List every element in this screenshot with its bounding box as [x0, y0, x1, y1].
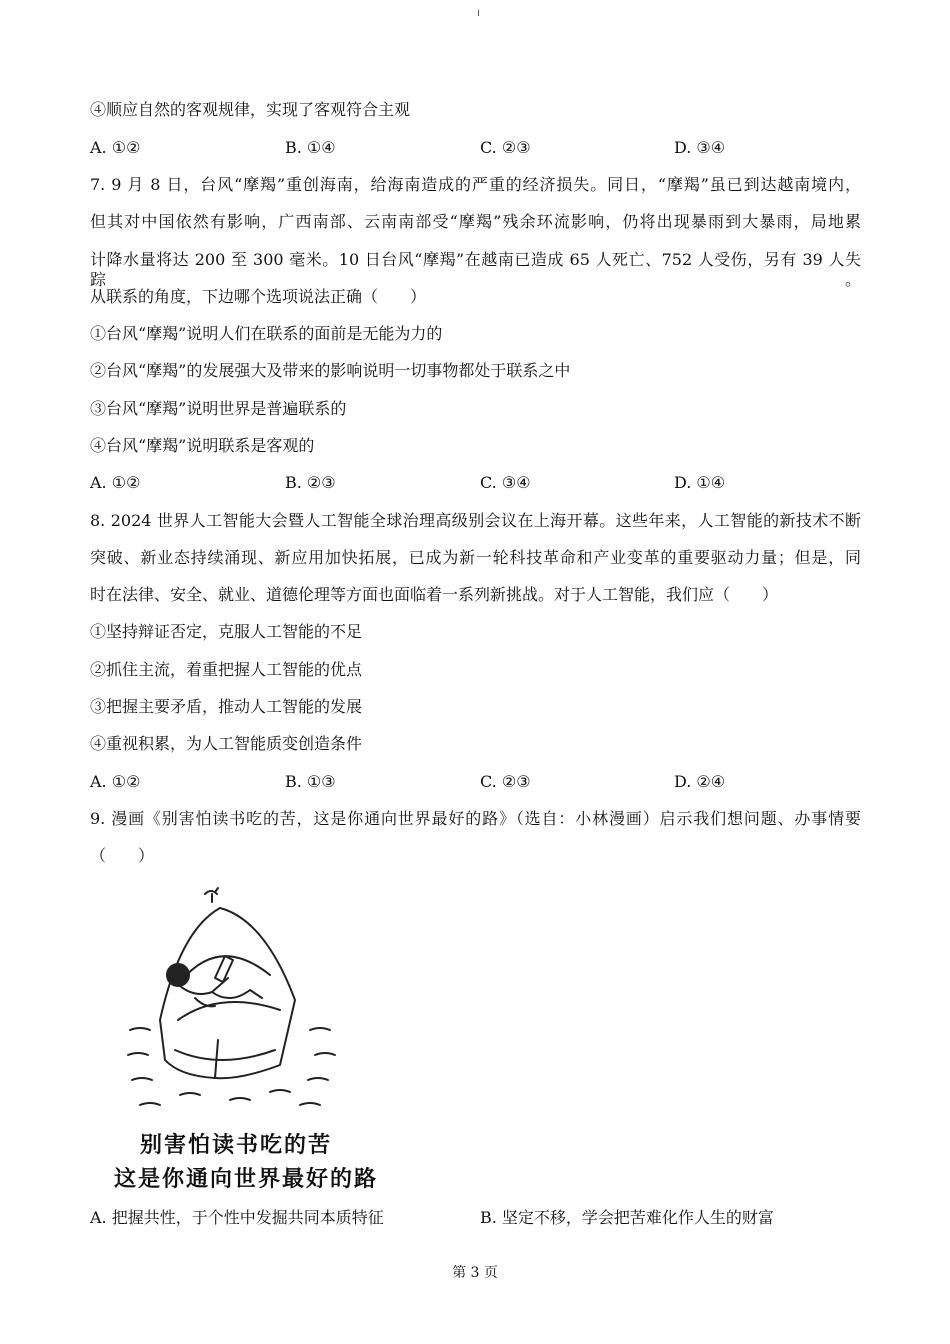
q8-option-c: C. ②③: [480, 772, 531, 791]
q7-option-c: C. ③④: [480, 473, 531, 492]
q7-options: [90, 473, 870, 493]
q6-option-b: B. ①④: [285, 138, 336, 157]
q8-options: [90, 772, 870, 792]
q7-item-3: ③台风“摩羯”说明世界是普遍联系的: [90, 399, 347, 418]
q7-stem-line-4: 从联系的角度，下边哪个选项说法正确（ ）: [90, 287, 427, 306]
q7-stem-line-1: 7. 9 月 8 日，台风“摩羯”重创海南，给海南造成的严重的经济损失。同日，“摩羯”虽已到达越南境内，: [90, 175, 861, 194]
q8-option-a: A. ①②: [90, 772, 141, 791]
q6-option-c: C. ②③: [480, 138, 531, 157]
q7-option-b: B. ②③: [285, 473, 336, 492]
q9-stem-line-1: 9. 漫画《别害怕读书吃的苦，这是你通向世界最好的路》（选自：小林漫画）启示我们想问题、办事情要: [90, 809, 861, 828]
cartoon-caption-line-1: 别害怕读书吃的苦: [140, 1133, 333, 1158]
q7-stem-line-2: 但其对中国依然有影响，广西南部、云南南部受“摩羯”残余环流影响，仍将出现暴雨到大暴雨，局地累: [90, 212, 861, 231]
q8-item-2: ②抓住主流，着重把握人工智能的优点: [90, 660, 363, 679]
q9-option-b: B. 坚定不移，学会把苦难化作人生的财富: [480, 1208, 774, 1227]
q6-item-4: ④顺应自然的客观规律，实现了客观符合主观: [90, 100, 411, 119]
q7-item-4: ④台风“摩羯”说明联系是客观的: [90, 436, 315, 455]
q7-item-1: ①台风“摩羯”说明人们在联系的面前是无能为力的: [90, 324, 443, 343]
q8-stem-line-2: 突破、新业态持续涌现、新应用加快拓展，已成为新一轮科技革命和产业变革的重要驱动力量；但是，同: [90, 548, 861, 567]
q9-stem-line-2: （ ）: [90, 846, 155, 865]
page-number: 第 3 页: [452, 1265, 498, 1281]
q6-options: [90, 138, 870, 158]
q8-stem-line-3: 时在法律、安全、就业、道德伦理等方面也面临着一系列新挑战。对于人工智能，我们应（ ）: [90, 585, 779, 604]
q8-stem-line-1: 8. 2024 世界人工智能大会暨人工智能全球治理高级别会议在上海开幕。这些年来，人工智能的新技术不断: [90, 511, 861, 530]
q7-stem-line-3: 计降水量将达 200 至 300 毫米。10 日台风“摩羯”在越南已造成 65 人死亡、752 人受伤，另有 39 人失踪。: [90, 250, 861, 289]
q7-item-2: ②台风“摩羯”的发展强大及带来的影响说明一切事物都处于联系之中: [90, 361, 571, 380]
q8-option-d: D. ②④: [674, 772, 726, 791]
q8-item-1: ①坚持辩证否定，克服人工智能的不足: [90, 622, 363, 641]
q7-option-a: A. ①②: [90, 473, 141, 492]
q6-option-a: A. ①②: [90, 138, 141, 157]
page-top-mark: [478, 10, 479, 16]
q8-item-4: ④重视积累，为人工智能质变创造条件: [90, 734, 363, 753]
q9-option-a: A. 把握共性，于个性中发掘共同本质特征: [90, 1208, 384, 1227]
q8-item-3: ③把握主要矛盾，推动人工智能的发展: [90, 697, 363, 716]
q6-option-d: D. ③④: [674, 138, 726, 157]
cartoon-caption-line-2: 这是你通向世界最好的路: [114, 1167, 379, 1192]
q7-option-d: D. ①④: [674, 473, 726, 492]
q8-option-b: B. ①③: [285, 772, 336, 791]
